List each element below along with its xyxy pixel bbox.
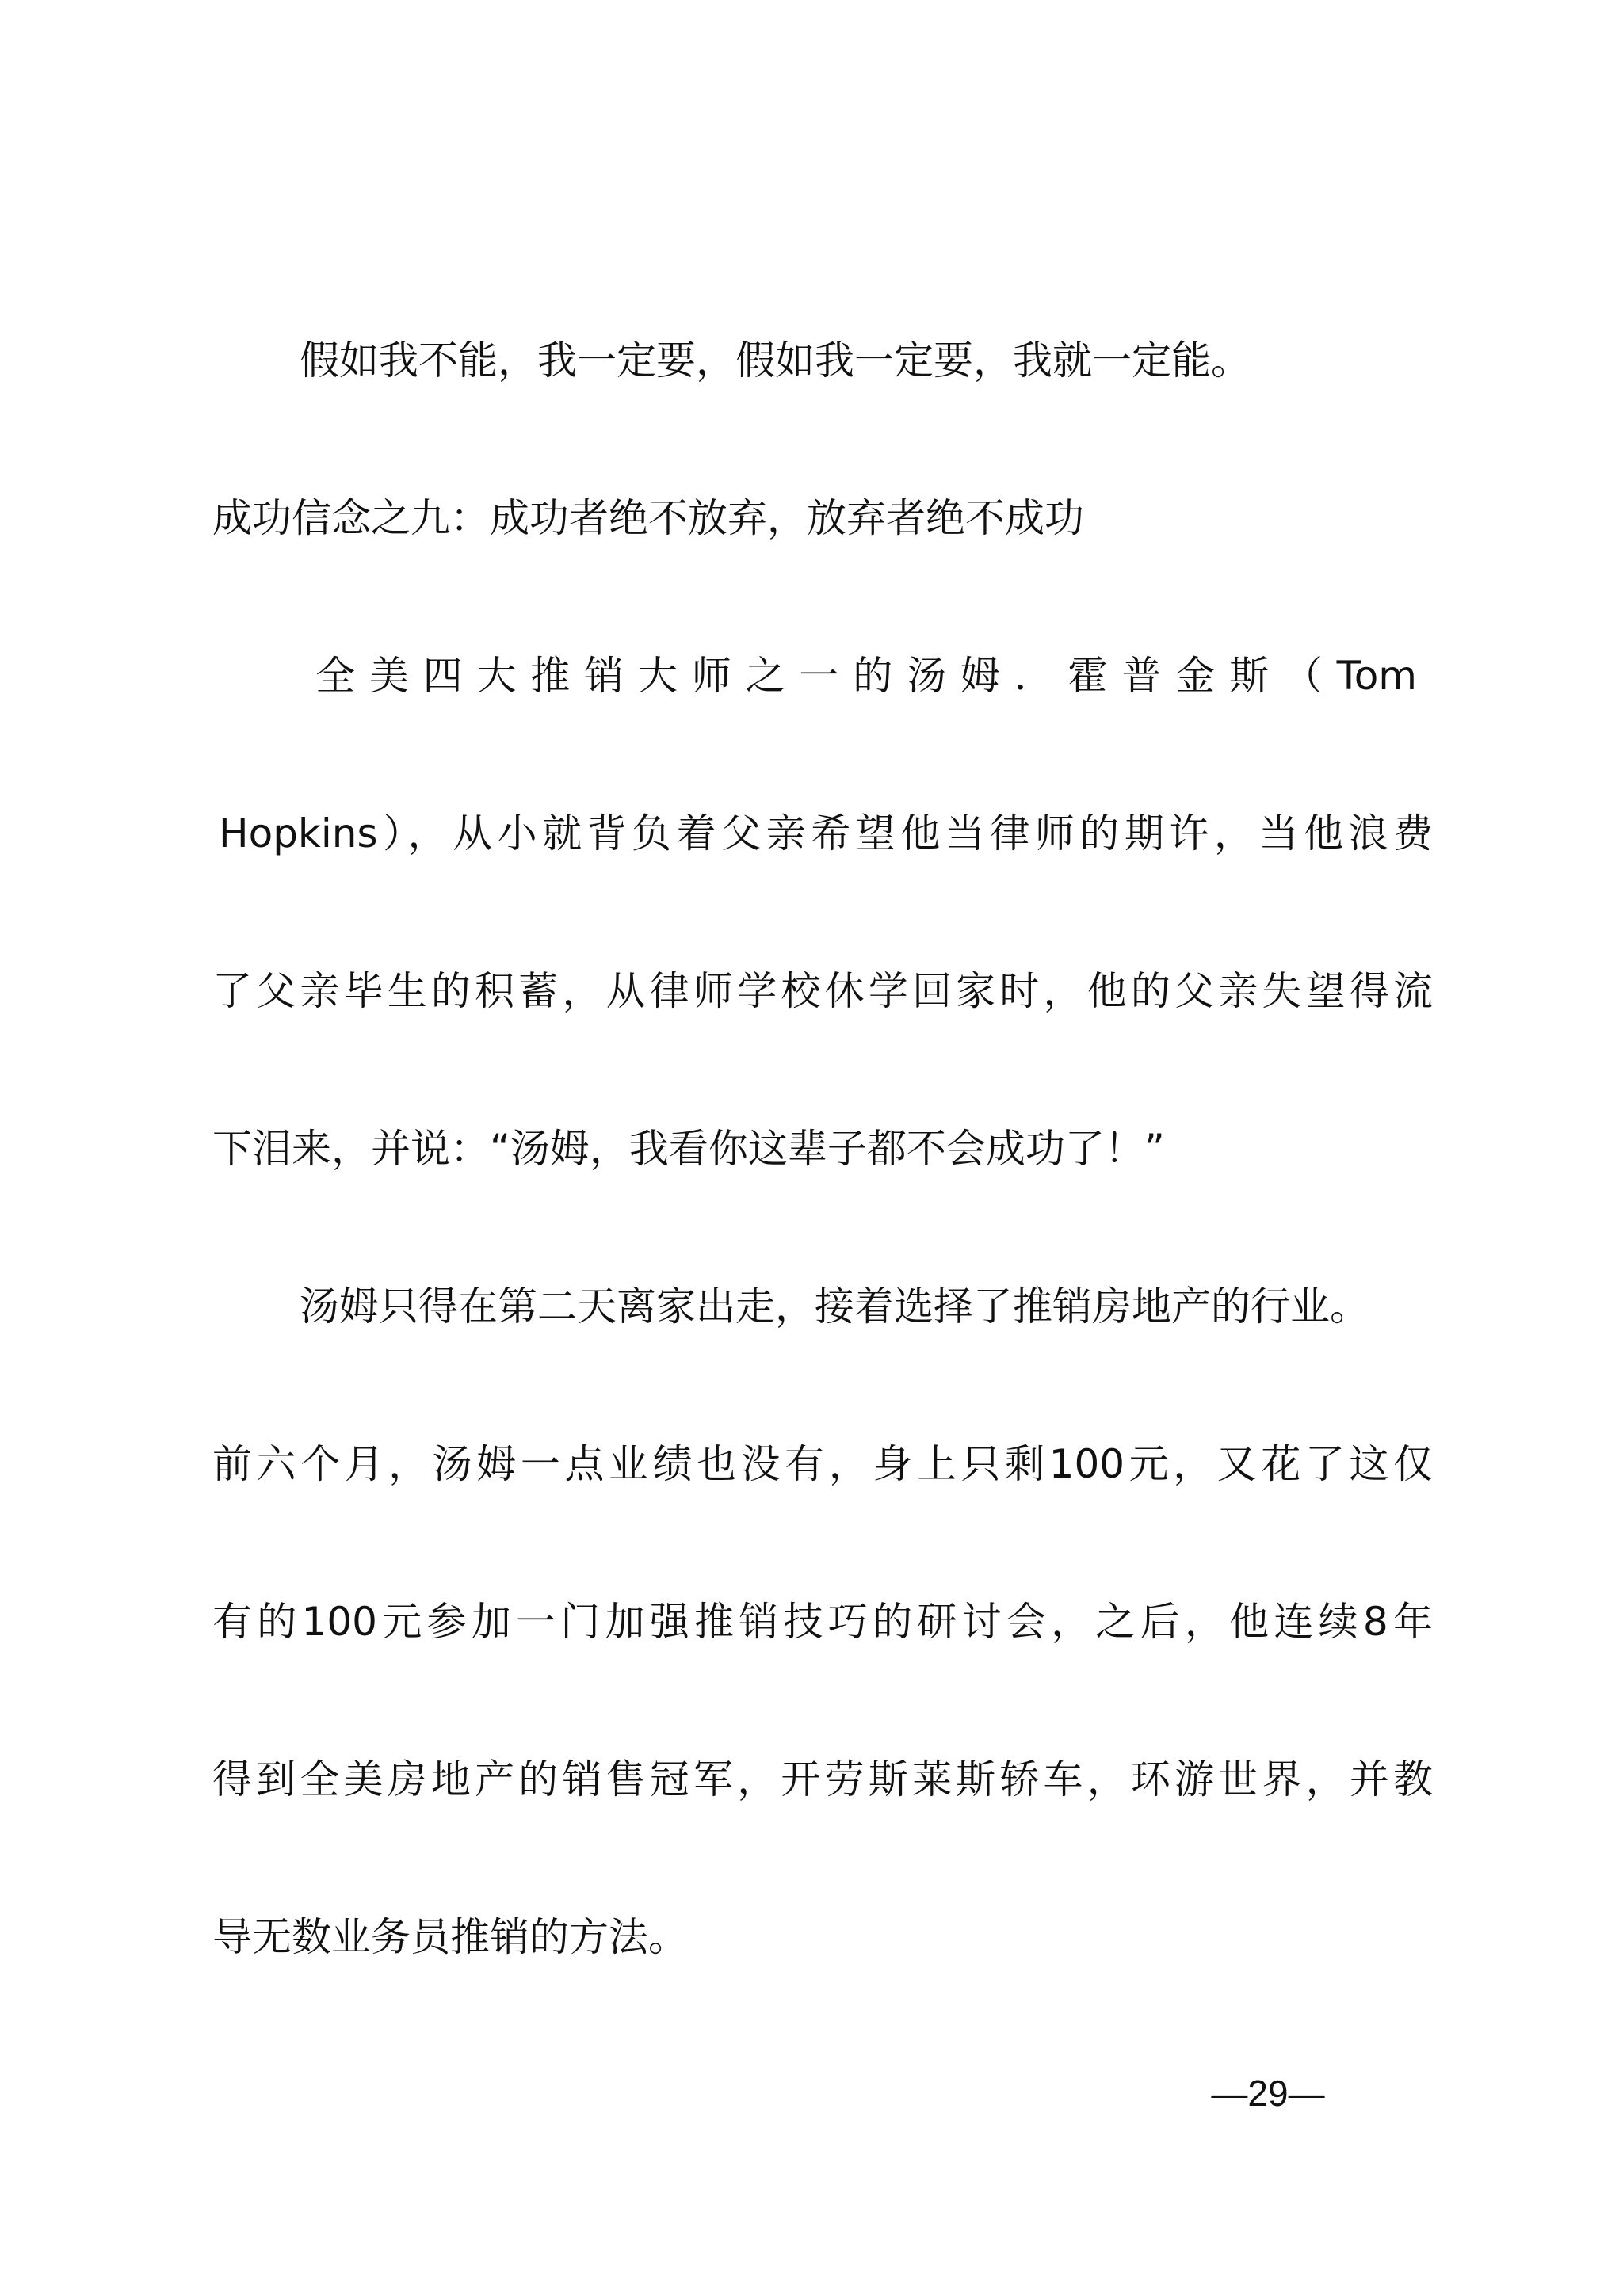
paragraph-line: 导无数业务员推销的方法。 [212,1914,688,1960]
paragraph-line: 得到全美房地产的销售冠军，开劳斯莱斯轿车，环游世界，并教 [212,1756,1433,1802]
paragraph-line: 了父亲毕生的积蓄，从律师学校休学回家时，他的父亲失望得流 [212,968,1433,1014]
paragraph-line: 全美四大推销大师之一的汤姆．霍普金斯（Tom [315,653,1417,699]
paragraph-line: 前六个月，汤姆一点业绩也没有，身上只剩100元，又花了这仅 [212,1441,1433,1487]
paragraph-line: 假如我不能，我一定要，假如我一定要，我就一定能。 [300,338,1251,383]
paragraph-line: 汤姆只得在第二天离家出走，接着选择了推销房地产的行业。 [300,1283,1369,1329]
paragraph-line: Hopkins），从小就背负着父亲希望他当律师的期许，当他浪费 [219,810,1433,856]
paragraph-line: 下泪来，并说：“汤姆，我看你这辈子都不会成功了！” [212,1126,1165,1172]
page-number: —29— [1211,2073,1325,2114]
paragraph-line: 有的100元参加一门加强推销技巧的研讨会，之后，他连续8年 [212,1599,1433,1645]
section-heading: 成功信念之九：成功者绝不放弃，放弃者绝不成功 [212,495,1084,541]
